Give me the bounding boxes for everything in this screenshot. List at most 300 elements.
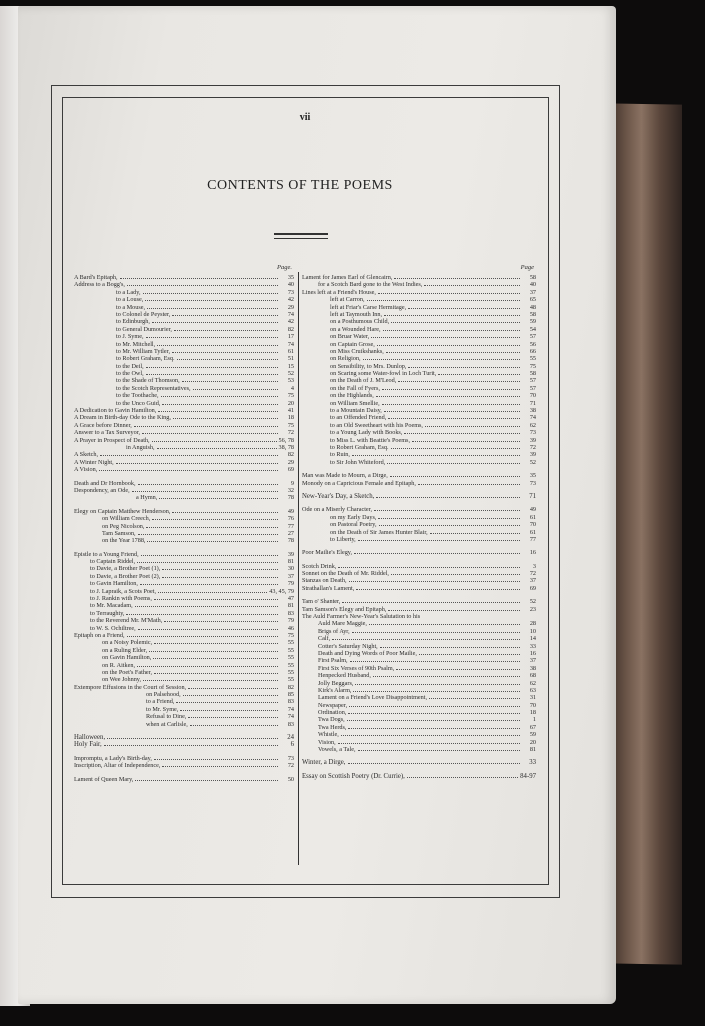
- dot-leader: [164, 617, 278, 622]
- dot-leader: [380, 643, 520, 648]
- entry-title: to Robert Graham, Esq.: [330, 443, 389, 451]
- entry-title: Twa Dogs,: [318, 716, 345, 724]
- dot-leader: [349, 702, 520, 707]
- dot-leader: [430, 529, 520, 534]
- entry-page-number: 73: [529, 429, 536, 437]
- contents-entry: [74, 296, 294, 303]
- contents-entry: [302, 709, 536, 716]
- entry-title: on William Smellie,: [330, 399, 380, 407]
- entry-title: left at Taymouth Inn,: [330, 310, 383, 318]
- entry-title: Newspaper,: [318, 701, 348, 709]
- entry-page-number: 71: [529, 399, 536, 407]
- contents-entry: [302, 702, 536, 709]
- page-folio: vii: [299, 112, 311, 123]
- dot-leader: [177, 355, 278, 360]
- dot-leader: [342, 598, 520, 603]
- contents-entry: [302, 529, 536, 536]
- entry-title: Extempore Effusions in the Court of Session,: [74, 683, 187, 691]
- dot-leader: [162, 400, 278, 405]
- dot-leader: [374, 506, 520, 511]
- dot-leader: [135, 776, 278, 781]
- contents-entry: [302, 514, 536, 521]
- entry-title: to Mr. Syme,: [146, 705, 179, 713]
- entry-title: Essay on Scottish Poetry (Dr. Currie),: [302, 772, 405, 780]
- entry-page-number: 53: [287, 377, 294, 385]
- entry-page-number: 16: [529, 649, 536, 657]
- contents-entry: [302, 773, 536, 780]
- entry-page-number: 1: [532, 716, 536, 724]
- entry-title: Poor Mailie's Elegy,: [302, 549, 353, 557]
- entry-page-number: 52: [529, 458, 536, 466]
- entry-title: to Gavin Hamilton,: [90, 580, 138, 588]
- entry-title: when at Carlisle,: [146, 720, 188, 728]
- entry-page-number: 51: [287, 355, 294, 363]
- dot-leader: [142, 429, 278, 434]
- entry-page-number: 4: [290, 384, 294, 392]
- entry-page-number: 6: [290, 741, 294, 749]
- contents-entry: [74, 647, 294, 654]
- contents-entry: [74, 487, 294, 494]
- entry-page-number: 55: [529, 355, 536, 363]
- contents-entry: [302, 577, 536, 584]
- entry-page-number: 37: [529, 577, 536, 585]
- entry-page-number: 35: [529, 472, 536, 480]
- contents-entry: [302, 643, 536, 650]
- contents-entry: [74, 494, 294, 501]
- contents-entry: [74, 437, 294, 444]
- contents-entry: [302, 657, 536, 664]
- entry-page-number: 48: [529, 303, 536, 311]
- entry-title: to Mr. Macadam,: [90, 602, 133, 610]
- dot-leader: [153, 654, 278, 659]
- contents-entry: [302, 385, 536, 392]
- contents-entry: [302, 437, 536, 444]
- contents-entry: [302, 392, 536, 399]
- entry-title: on Wee Johnny,: [102, 676, 142, 684]
- entry-title: on the Year 1788,: [102, 537, 146, 545]
- entry-title: A Prayer in Prospect of Death,: [74, 436, 150, 444]
- entry-title: Ordination,: [318, 709, 347, 717]
- dot-leader: [154, 669, 278, 674]
- entry-page-number: 78: [287, 537, 294, 545]
- title-rule: [274, 233, 328, 239]
- entry-page-number: 74: [287, 705, 294, 713]
- contents-entry: [74, 341, 294, 348]
- entry-page-number: 83: [287, 609, 294, 617]
- dot-leader: [338, 563, 520, 568]
- dot-leader: [419, 650, 520, 655]
- contents-entry: [302, 687, 536, 694]
- entry-title: Vowels, a Tale,: [318, 746, 356, 754]
- contents-entry: [302, 570, 536, 577]
- dot-leader: [398, 377, 520, 382]
- entry-title: to Ruin,: [330, 451, 350, 459]
- entry-title: to W. S. Ochiltree,: [90, 624, 136, 632]
- entry-title: Auld Mare Maggie,: [318, 620, 367, 628]
- contents-entry: [302, 613, 536, 620]
- contents-entry: [74, 274, 294, 281]
- dot-leader: [120, 274, 278, 279]
- contents-entry: [74, 400, 294, 407]
- dot-leader: [188, 684, 278, 689]
- entry-page-number: 79: [287, 617, 294, 625]
- entry-title: to J. Lapraik, a Scots Poet,: [90, 587, 156, 595]
- dot-leader: [159, 494, 278, 499]
- entry-page-number: 56, 78: [278, 436, 294, 444]
- contents-entry: [302, 606, 536, 613]
- entry-title: Scotch Drink,: [302, 562, 337, 570]
- entry-page-number: 72: [287, 429, 294, 437]
- dot-leader: [174, 326, 278, 331]
- entry-page-number: 52: [529, 598, 536, 606]
- entry-page-number: 55: [287, 639, 294, 647]
- dot-leader: [146, 363, 278, 368]
- entry-page-number: 58: [529, 370, 536, 378]
- entry-title: on a Ruling Elder,: [102, 646, 148, 654]
- entry-page-number: 79: [287, 580, 294, 588]
- contents-entry: [302, 289, 536, 296]
- dot-leader: [394, 274, 520, 279]
- contents-entry: [302, 746, 536, 753]
- dot-leader: [143, 289, 278, 294]
- dot-leader: [390, 472, 520, 477]
- entry-page-number: 39: [529, 451, 536, 459]
- contents-entry: [74, 706, 294, 713]
- contents-entry: [74, 558, 294, 565]
- entry-title: Elegy on Captain Matthew Henderson,: [74, 507, 171, 515]
- entry-title: Whistle,: [318, 731, 339, 739]
- contents-entry: [302, 333, 536, 340]
- entry-page-number: 72: [529, 443, 536, 451]
- dot-leader: [162, 762, 278, 767]
- entry-title: Brigs of Ayr,: [318, 627, 350, 635]
- entry-title: to a Mouse,: [116, 303, 146, 311]
- entry-title: Stanzas on Death,: [302, 577, 347, 585]
- dot-leader: [376, 493, 520, 498]
- entry-page-number: 32: [287, 486, 294, 494]
- entry-page-number: 59: [529, 318, 536, 326]
- entry-page-number: 40: [287, 281, 294, 289]
- entry-page-number: 69: [529, 584, 536, 592]
- entry-title: to the Deil,: [116, 362, 144, 370]
- entry-title: A Dream in Birth-day Ode to the King,: [74, 414, 171, 422]
- entry-page-number: 23: [529, 605, 536, 613]
- contents-entry: [302, 716, 536, 723]
- contents-entry: [74, 537, 294, 544]
- dot-leader: [378, 514, 520, 519]
- entry-page-number: 58: [529, 274, 536, 281]
- entry-title: Calf,: [318, 635, 331, 643]
- dot-leader: [161, 392, 278, 397]
- entry-page-number: 15: [287, 362, 294, 370]
- contents-entry: [74, 281, 294, 288]
- entry-page-number: 68: [529, 672, 536, 680]
- entry-title: Lament on a Friend's Love Disappointment,: [318, 694, 428, 702]
- entry-title: on my Early Days,: [330, 513, 377, 521]
- entry-title: Lines left at a Friend's House,: [302, 288, 376, 296]
- entry-title: A Sketch,: [74, 451, 99, 459]
- dot-leader: [137, 558, 278, 563]
- contents-entry: [74, 776, 294, 783]
- dot-leader: [388, 414, 520, 419]
- dot-leader: [373, 672, 520, 677]
- entry-page-number: 38: [529, 664, 536, 672]
- entry-page-number: 58: [529, 310, 536, 318]
- dot-leader: [107, 734, 278, 739]
- contents-entry: [302, 318, 536, 325]
- entry-page-number: 81: [287, 602, 294, 610]
- dot-leader: [172, 348, 278, 353]
- entry-page-number: 33: [529, 759, 536, 767]
- contents-entry: [74, 333, 294, 340]
- contents-entry: [302, 506, 536, 513]
- entry-page-number: 39: [529, 436, 536, 444]
- entry-page-number: 61: [287, 347, 294, 355]
- entry-page-number: 55: [287, 661, 294, 669]
- dot-leader: [147, 537, 278, 542]
- entry-title: Death and Dr Hornbook,: [74, 479, 136, 487]
- entry-title: Tam Samson's Elegy and Epitaph,: [302, 605, 387, 613]
- contents-entry: [74, 355, 294, 362]
- entry-page-number: 75: [287, 421, 294, 429]
- contents-entry: [302, 429, 536, 436]
- entry-page-number: 61: [529, 513, 536, 521]
- dot-leader: [138, 625, 278, 630]
- entry-page-number: 29: [287, 303, 294, 311]
- entry-title: to Terraughty,: [90, 609, 125, 617]
- entry-page-number: 81: [287, 558, 294, 566]
- entry-page-number: 14: [529, 635, 536, 643]
- entry-page-number: 74: [287, 713, 294, 721]
- dot-leader: [135, 602, 278, 607]
- entry-page-number: 73: [287, 288, 294, 296]
- entry-title: Strathallan's Lament,: [302, 584, 355, 592]
- dot-leader: [127, 632, 278, 637]
- entry-title: Address to a Bogg's,: [74, 281, 125, 289]
- entry-page-number: 77: [287, 522, 294, 530]
- contents-entry: [74, 551, 294, 558]
- dot-leader: [100, 451, 278, 456]
- dot-leader: [348, 759, 521, 764]
- dot-leader: [369, 620, 520, 625]
- entry-page-number: 28: [529, 620, 536, 628]
- entry-page-number: 49: [287, 507, 294, 515]
- entry-page-number: 41: [287, 407, 294, 415]
- entry-page-number: 20: [529, 738, 536, 746]
- dot-leader: [146, 523, 278, 528]
- entry-page-number: 78: [287, 494, 294, 502]
- contents-entry: [302, 414, 536, 421]
- contents-entry: [302, 549, 536, 556]
- contents-entry: [74, 595, 294, 602]
- entry-page-number: 76: [287, 515, 294, 523]
- entry-title: to the Shade of Thomson,: [116, 377, 180, 385]
- dot-leader: [391, 570, 520, 575]
- entry-title: on Miss Cruikshanks,: [330, 347, 384, 355]
- entry-title: to Mr. Mitchell,: [116, 340, 156, 348]
- dot-leader: [358, 746, 521, 751]
- contents-right-column: [302, 264, 536, 780]
- left-entries: [74, 274, 294, 783]
- contents-entry: [74, 721, 294, 728]
- contents-entry: [74, 289, 294, 296]
- dot-leader: [149, 647, 278, 652]
- entry-page-number: 66: [529, 347, 536, 355]
- contents-title: CONTENTS OF THE POEMS: [207, 178, 393, 193]
- entry-title: Cotter's Saturday Night,: [318, 642, 378, 650]
- entry-title: on Bruar Water,: [330, 333, 370, 341]
- entry-title: to an Offended Friend,: [330, 414, 387, 422]
- entry-title: Holy Fair,: [74, 741, 102, 749]
- contents-entry: [74, 318, 294, 325]
- entry-page-number: 82: [287, 451, 294, 459]
- dot-leader: [349, 577, 520, 582]
- entry-page-number: 83: [287, 698, 294, 706]
- entry-page-number: 73: [287, 754, 294, 762]
- entry-title: to Robert Graham, Esq.: [116, 355, 175, 363]
- dot-leader: [116, 459, 278, 464]
- entry-page-number: 37: [529, 288, 536, 296]
- entry-title: Death and Dying Words of Poor Mailie,: [318, 649, 417, 657]
- contents-entry: [302, 480, 536, 487]
- entry-title: on Captain Grose,: [330, 340, 375, 348]
- entry-title: New-Year's Day, a Sketch,: [302, 492, 375, 500]
- dot-leader: [347, 716, 520, 721]
- dot-leader: [352, 451, 520, 456]
- contents-entry: [74, 377, 294, 384]
- dot-leader: [147, 304, 278, 309]
- entry-title: on Peg Nicolson,: [102, 522, 145, 530]
- entry-title: Monody on a Capricious Female and Epitaph,: [302, 479, 416, 487]
- entry-title: on R. Aitken,: [102, 661, 136, 669]
- entry-title: on Scaring some Water-fowl in Loch Turit,: [330, 370, 437, 378]
- contents-entry: [74, 523, 294, 530]
- contents-entry: [302, 451, 536, 458]
- dot-leader: [341, 731, 520, 736]
- entry-page-number: 10: [529, 627, 536, 635]
- dot-leader: [391, 444, 520, 449]
- dot-leader: [137, 662, 278, 667]
- entry-title: Henpecked Husband,: [318, 672, 371, 680]
- dot-leader: [182, 377, 278, 382]
- contents-entry: [302, 680, 536, 687]
- contents-entry: [74, 385, 294, 392]
- entry-page-number: 39: [287, 550, 294, 558]
- entry-page-number: 70: [529, 392, 536, 400]
- contents-entry: [302, 459, 536, 466]
- contents-entry: [302, 536, 536, 543]
- contents-entry: [74, 407, 294, 414]
- contents-entry: [302, 444, 536, 451]
- contents-entry: [302, 724, 536, 731]
- dot-leader: [382, 400, 520, 405]
- dot-leader: [387, 459, 520, 464]
- page-column-label: Page: [520, 264, 534, 271]
- contents-entry: [74, 459, 294, 466]
- entry-title: to a Young Lady with Books,: [330, 429, 403, 437]
- entry-page-number: 42: [287, 318, 294, 326]
- contents-entry: [74, 662, 294, 669]
- dot-leader: [99, 466, 278, 471]
- contents-entry: [74, 466, 294, 473]
- dot-leader: [371, 333, 520, 338]
- dot-leader: [140, 580, 278, 585]
- entry-title: on Gavin Hamilton,: [102, 654, 152, 662]
- dot-leader: [152, 318, 278, 323]
- entry-page-number: 43, 45, 79: [269, 587, 294, 595]
- entry-title: left at Friar's Carse Hermitage,: [330, 303, 407, 311]
- dot-leader: [356, 585, 520, 590]
- dot-leader: [384, 311, 520, 316]
- contents-entry: [302, 304, 536, 311]
- contents-entry: [74, 565, 294, 572]
- right-entries: [302, 274, 536, 780]
- entry-page-number: 61: [529, 528, 536, 536]
- dot-leader: [429, 694, 520, 699]
- dot-leader: [408, 363, 520, 368]
- dot-leader: [376, 392, 520, 397]
- contents-left-column: [74, 264, 294, 783]
- entry-title: to an Old Sweetheart with his Poems,: [330, 421, 423, 429]
- entry-title: to a Lady,: [116, 288, 141, 296]
- dot-leader: [391, 318, 520, 323]
- entry-title: on Sensibility, to Mrs. Dunlop,: [330, 362, 407, 370]
- column-divider: [298, 272, 299, 865]
- contents-entry: [302, 739, 536, 746]
- book-spine: [608, 103, 682, 964]
- contents-entry: [74, 617, 294, 624]
- entry-title: on Religion,: [330, 355, 361, 363]
- entry-title: Epitaph on a Friend,: [74, 631, 125, 639]
- contents-entry: [74, 602, 294, 609]
- dot-leader: [154, 755, 278, 760]
- contents-entry: [302, 296, 536, 303]
- entry-page-number: 71: [529, 492, 536, 500]
- dot-leader: [388, 606, 520, 611]
- entry-title: to a Louse,: [116, 296, 144, 304]
- entry-title: to the Scotch Representatives,: [116, 384, 191, 392]
- entry-title: on a Posthumous Child,: [330, 318, 390, 326]
- dot-leader: [132, 487, 278, 492]
- entry-page-number: 18: [287, 414, 294, 422]
- dot-leader: [158, 588, 267, 593]
- dot-leader: [425, 422, 520, 427]
- dot-leader: [348, 724, 520, 729]
- dot-leader: [172, 508, 278, 513]
- entry-title: Refusal to Dine,: [146, 713, 187, 721]
- contents-entry: [74, 713, 294, 720]
- dot-leader: [141, 551, 278, 556]
- dot-leader: [134, 422, 278, 427]
- entry-page-number: 75: [529, 362, 536, 370]
- entry-page-number: 55: [287, 646, 294, 654]
- contents-entry: [302, 563, 536, 570]
- dot-leader: [438, 370, 520, 375]
- contents-entry: [74, 684, 294, 691]
- entry-title: A Winter Night,: [74, 458, 114, 466]
- entry-title: Impromptu, a Lady's Birth-day,: [74, 754, 152, 762]
- dot-leader: [407, 773, 518, 778]
- contents-entry: [302, 274, 536, 281]
- dot-leader: [152, 437, 277, 442]
- contents-entry: [74, 691, 294, 698]
- dot-leader: [352, 628, 520, 633]
- contents-entry: [74, 573, 294, 580]
- contents-entry: [302, 598, 536, 605]
- entry-title: on a Noisy Polemic,: [102, 639, 153, 647]
- entry-title: on Pastoral Poetry,: [330, 521, 377, 529]
- entry-page-number: 70: [529, 701, 536, 709]
